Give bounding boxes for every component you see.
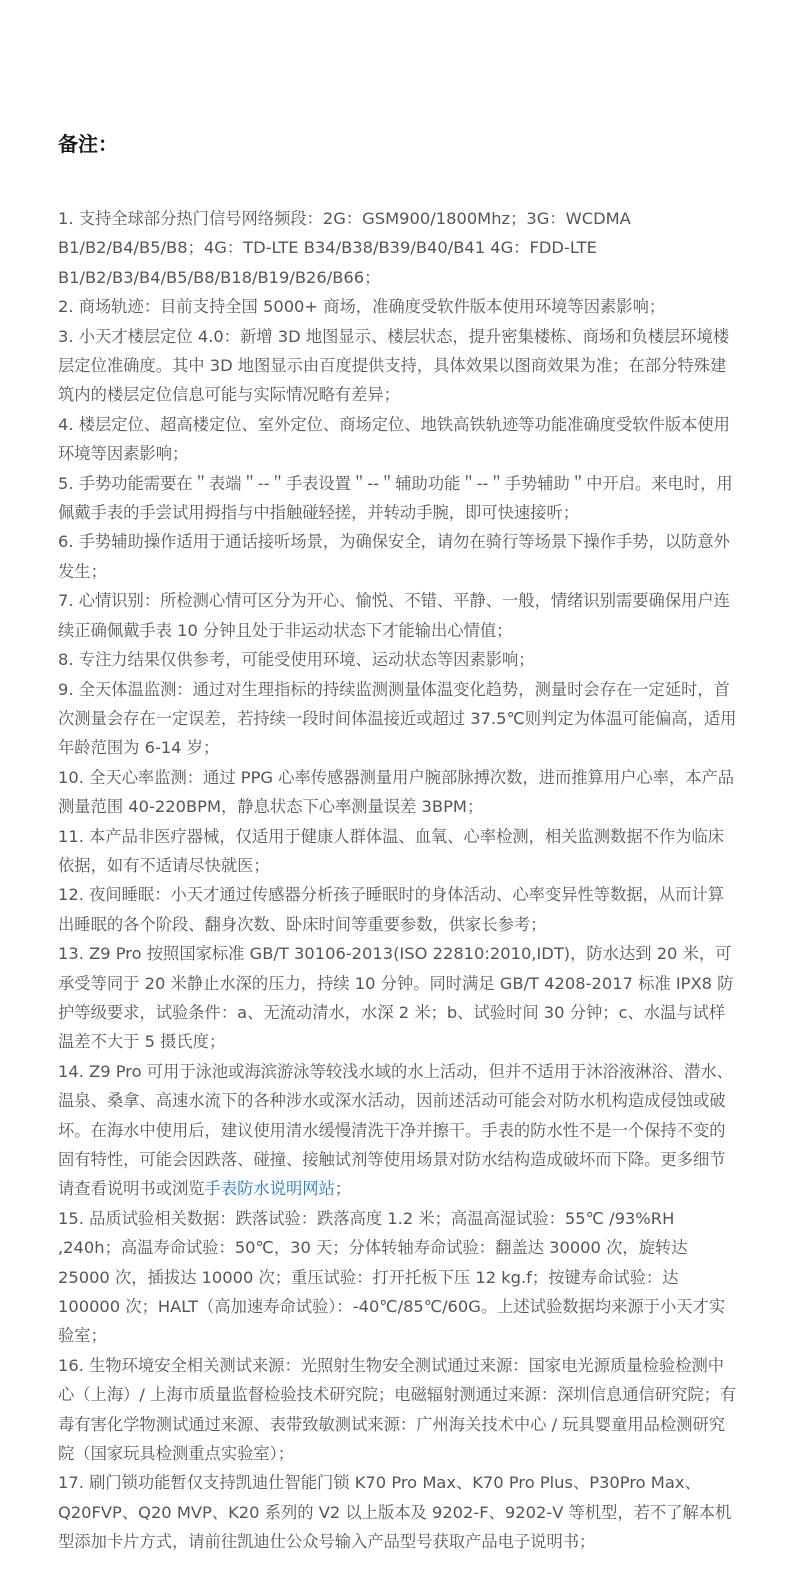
note-item-2: 2. 商场轨迹：目前支持全国 5000+ 商场，准确度受软件版本使用环境等因素影响； <box>58 297 666 317</box>
note-item-4: 4. 楼层定位、超高楼定位、室外定位、商场定位、地铁高铁轨迹等功能准确度受软件版本使用环境等因素影响； <box>58 414 730 464</box>
note-item-14-end: ； <box>334 1179 352 1199</box>
note-item-14-text: 14. Z9 Pro 可用于泳池或海滨游泳等较浅水域的水上活动，但并不适用于沐浴液淋浴、潜水、温泉、桑拿、高速水流下的各种涉水或深水活动，因前述活动可能会对防水机构造成侵蚀或破坏。在海水中使用后，建议使用清水缓慢清洗干净并擦干。手表的防水性不是一个保持不变的固有特性，可能会因跌落、碰撞、接触试剂等使用场景对防水结构造成破坏而下降。更多细节请查看说明书或浏览 <box>58 1061 733 1199</box>
note-item-3: 3. 小天才楼层定位 4.0：新增 3D 地图显示、楼层状态，提升密集楼栋、商场和负楼层环境楼层定位准确度。其中 3D 地图显示由百度提供支持，具体效果以图商效果为准；在部分特殊建筑内的楼层定位信息可能与实际情况略有差异； <box>58 326 730 405</box>
note-item-15: 15. 品质试验相关数据：跌落试验：跌落高度 1.2 米；高温高湿试验：55℃ /93%RH ,240h；高温寿命试验：50℃，30 天；分体转轴寿命试验：翻盖达 30000 次，旋转达 25000 次，插拔达 10000 次；重压试验：打开托板下压 12 kg.f；按键寿命试验：达 100000 次；HALT（高加速寿命试验）：-40℃/85℃/60G。上述试验数据均来源于小天才实验室； <box>58 1208 726 1346</box>
waterproof-info-link[interactable]: 手表防水说明网站 <box>204 1179 335 1199</box>
notes-list <box>58 204 738 1557</box>
note-item-11: 11. 本产品非医疗器械，仅适用于健康人群体温、血氧、心率检测，相关监测数据不作为临床依据，如有不适请尽快就医； <box>58 826 725 875</box>
note-item-10: 10. 全天心率监测：通过 PPG 心率传感器测量用户腕部脉搏次数，进而推算用户心率，本产品测量范围 40-220BPM，静息状态下心率测量误差 3BPM； <box>58 767 735 817</box>
note-item-6: 6. 手势辅助操作适用于通话接听场景，为确保安全，请勿在骑行等场景下操作手势，以防意外发生； <box>58 532 730 581</box>
note-item-9: 9. 全天体温监测：通过对生理指标的持续监测测量体温变化趋势，测量时会存在一定延时，首次测量会存在一定误差，若持续一段时间体温接近或超过 37.5℃则判定为体温可能偏高，适用年龄范围为 6-14 岁； <box>58 679 737 758</box>
notes-section <box>58 128 738 1557</box>
note-item-7: 7. 心情识别：所检测心情可区分为开心、愉悦、不错、平静、一般，情绪识别需要确保用户连续正确佩戴手表 10 分钟且处于非运动状态下才能输出心情值； <box>58 591 730 640</box>
note-item-17: 17. 刷门锁功能暂仅支持凯迪仕智能门锁 K70 Pro Max、K70 Pro Plus、P30Pro Max、Q20FVP、Q20 MVP、K20 系列的 V2 以上版本及 9202-F、9202-V 等机型，若不了解本机型添加卡片方式，请前往凯迪仕公众号输入产品型号获取产品电子说明书； <box>58 1473 732 1552</box>
note-item-8: 8. 专注力结果仅供参考，可能受使用环境、运动状态等因素影响； <box>58 650 535 670</box>
note-item-16: 16. 生物环境安全相关测试来源：光照射生物安全测试通过来源：国家电光源质量检验检测中心（上海）/ 上海市质量监督检验技术研究院；电磁辐射测通过来源：深圳信息通信研究院；有毒有害化学物测试通过来源、表带致敏测试来源：广州海关技术中心 / 玩具婴童用品检测研究院（国家玩具检测重点实验室）； <box>58 1355 737 1464</box>
notes-title: 备注： <box>58 132 118 156</box>
note-item-14 <box>58 1057 738 1204</box>
note-item-1: 1. 支持全球部分热门信号网络频段：2G：GSM900/1800Mhz；3G：WCDMA B1/B2/B4/B5/B8；4G：TD-LTE B34/B38/B39/B40/B41 4G：FDD-LTE B1/B2/B3/B4/B5/B8/B18/B19/B26/B66； <box>58 209 631 287</box>
note-item-5: 5. 手势功能需要在＂表端＂--＂手表设置＂--＂辅助功能＂--＂手势辅助＂中开启。来电时，用佩戴手表的手尝试用拇指与中指触碰轻搓，并转动手腕，即可快速接听； <box>58 473 733 523</box>
note-item-12: 12. 夜间睡眠：小天才通过传感器分析孩子睡眠时的身体活动、心率变异性等数据，从而计算出睡眠的各个阶段、翻身次数、卧床时间等重要参数，供家长参考； <box>58 885 725 934</box>
note-item-13: 13. Z9 Pro 按照国家标准 GB/T 30106-2013(ISO 22810:2010,IDT)，防水达到 20 米，可承受等同于 20 米静止水深的压力，持续 10 分钟。同时满足 GB/T 4208-2017 标准 IPX8 防护等级要求，试验条件：a、无流动清水，水深 2 米；b、试验时间 30 分钟；c、水温与试样温差不大于 5 摄氏度； <box>58 944 734 1052</box>
